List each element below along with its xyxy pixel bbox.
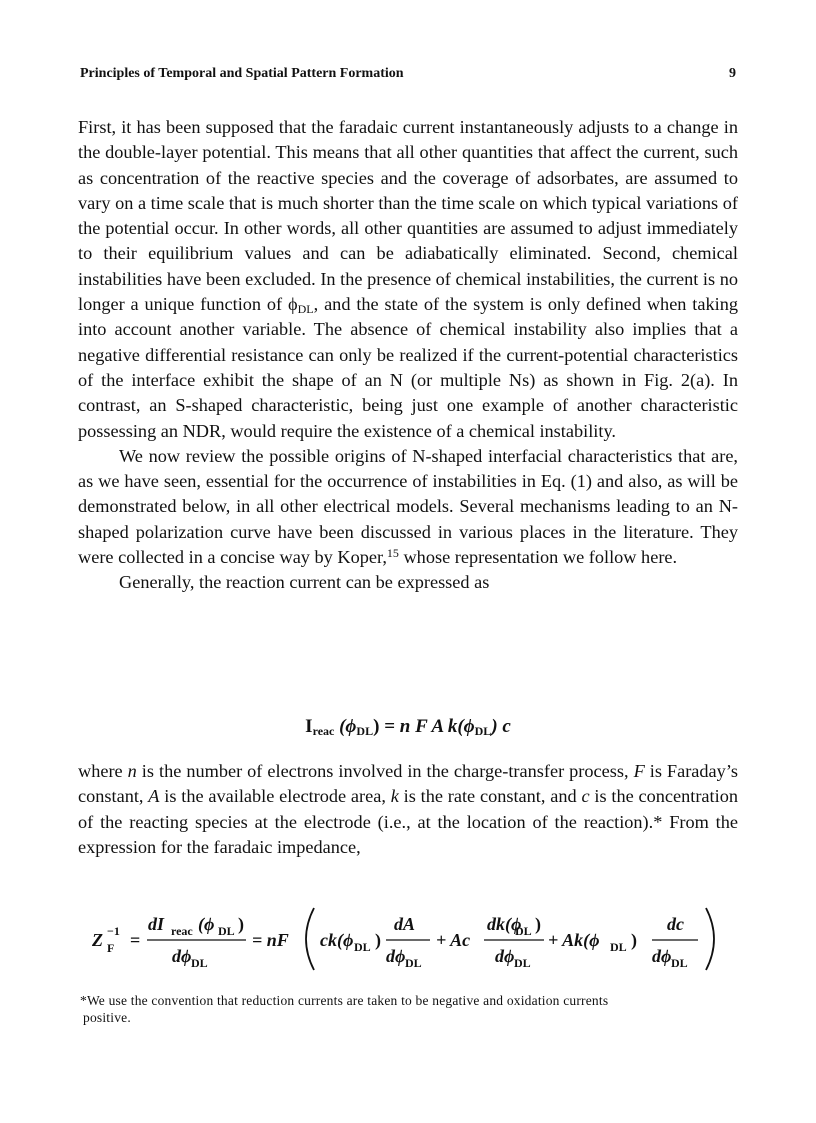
svg-text:DL: DL [191, 956, 208, 970]
p1-phi-sub: DL [297, 302, 314, 317]
left-paren [306, 908, 314, 970]
svg-text:): ) [375, 930, 381, 950]
svg-text:): ) [631, 930, 637, 950]
eq2-Z: Z [92, 930, 103, 950]
footnote-line-2: positive. [83, 1010, 131, 1025]
svg-text:+ Ac: + Ac [436, 930, 471, 950]
svg-text:=: = [130, 930, 141, 950]
svg-text:dϕ: dϕ [172, 946, 192, 966]
svg-text:dk(ϕ: dk(ϕ [487, 914, 522, 934]
equation-reaction-current: $I_{reac}$ $(\phi_{DL}) = n$ F A $k(\phi_{DL})$ c [305, 716, 511, 738]
svg-text:reac: reac [171, 924, 193, 938]
svg-text:DL: DL [515, 924, 532, 938]
svg-text:DL: DL [405, 956, 422, 970]
p1-text-a: First, it has been supposed that the faradaic current instantaneously adjusts to a change in the double-layer potential. This means that all other quantities that affect the current, such as concentration of the reactive species and the coverage of adsorbates, are assumed to vary on a time scale that is much shorter than the time scale on which typical variations of the potential occur. In other words, all other quantities are assumed to adjust immediately to their equilibrium values and can be adiabatically eliminated. Second, chemical instabilities have been excluded. In the presence of chemical instabilities, the current is no longer a unique function of [78, 117, 738, 315]
paragraph-2 [78, 444, 738, 570]
p2-text-b: whose representation we follow here. [398, 547, 678, 568]
svg-text:F: F [107, 941, 115, 955]
svg-text:DL: DL [218, 924, 235, 938]
svg-text:dϕ: dϕ [495, 946, 515, 966]
p1-text-b: , and the state of the system is only defined when taking into account another variable. The absence of chemical instability also implies that a negative differential resistance can only be realized if the current-potential characteristics of the interface exhibit the shape of an N (or multiple Ns) as shown in Fig. 2(a). In contrast, an S-shaped characteristic, being just one example of another characteristic possessing an NDR, would require the existence of a chemical instability. [78, 294, 738, 441]
svg-text:): ) [238, 914, 244, 934]
svg-text:DL: DL [514, 956, 531, 970]
citation-ref: 15 [386, 546, 399, 561]
footnote [80, 992, 740, 1026]
svg-text:ck(ϕ: ck(ϕ [320, 930, 354, 950]
impedance-equation-svg [92, 902, 732, 976]
paragraph-1 [78, 115, 738, 444]
right-paren [706, 908, 714, 970]
svg-text:dI: dI [148, 914, 165, 934]
svg-text:dϕ: dϕ [652, 946, 672, 966]
running-header [80, 66, 736, 86]
svg-text:): ) [535, 914, 541, 934]
svg-text:−1: −1 [107, 924, 120, 938]
footnote-line-1: *We use the convention that reduction currents are taken to be negative and oxidation currents [80, 993, 609, 1008]
p2-text-a: We now review the possible origins of N-shaped interfacial characteristics that are, as we have seen, essential for the occurrence of instabilities in Eq. (1) and also, as will be demonstrated below, in all other electrical models. Several mechanisms leading to an N-shaped polarization curve have been discussed in various places in the literature. They were collected in a concise way by Koper, [78, 445, 738, 568]
svg-text:+ Ak(ϕ: + Ak(ϕ [548, 930, 600, 950]
svg-text:dϕ: dϕ [386, 946, 406, 966]
svg-text:dA: dA [394, 914, 416, 934]
svg-text:= nF: = nF [252, 930, 289, 950]
body-text [78, 115, 738, 596]
page-number: 9 [729, 66, 736, 81]
p1-phi: ϕ [288, 294, 298, 315]
body-text-2 [78, 759, 738, 860]
svg-text:DL: DL [354, 940, 371, 954]
svg-text:(ϕ: (ϕ [198, 914, 215, 934]
paragraph-4: where n is the number of electrons involved in the charge-transfer process, F is Faraday’s constant, A is the available electrode area, k is the rate constant, and c is the concentration of the reacting species at the electrode (i.e., at the location of the reaction).* From the expression for the faradaic impedance, [78, 761, 739, 857]
svg-text:DL: DL [610, 940, 627, 954]
svg-text:DL: DL [671, 956, 688, 970]
paragraph-3: Generally, the reaction current can be expressed as [119, 572, 490, 593]
header-title: Principles of Temporal and Spatial Pattern Formation [80, 66, 404, 81]
svg-text:dc: dc [667, 914, 684, 934]
equation-faradaic-impedance [92, 902, 732, 976]
